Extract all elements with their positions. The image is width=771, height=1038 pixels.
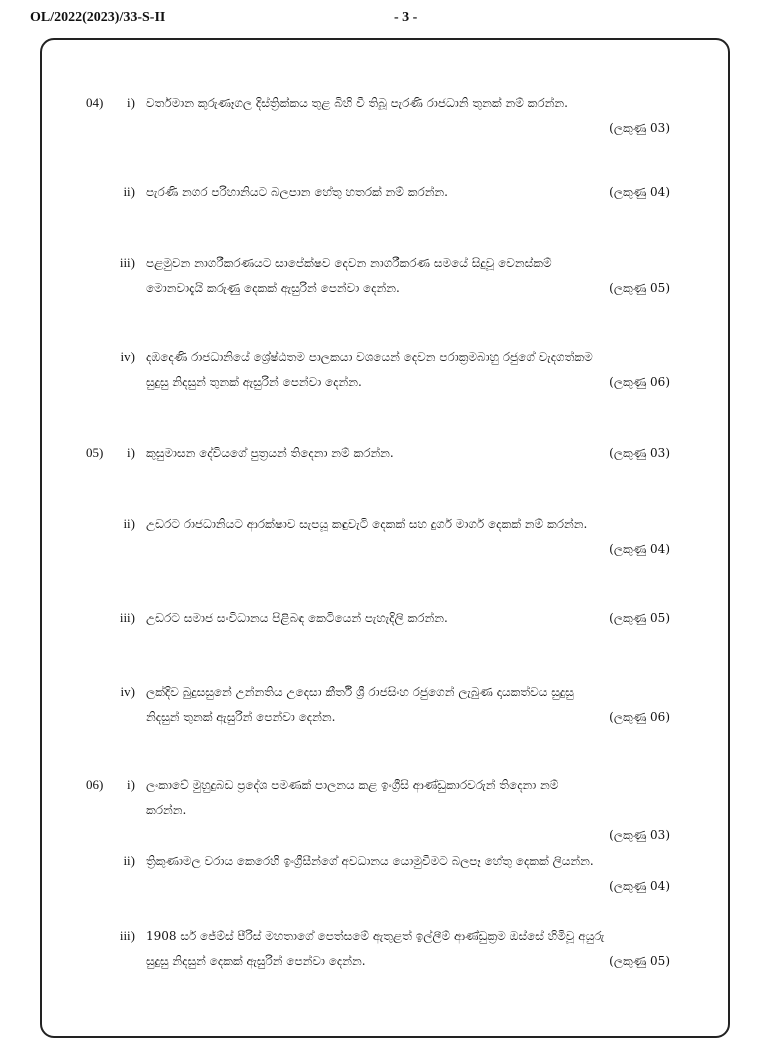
question-text: වර්තමාන කුරුණෑගල දිස්ත්‍රික්කය තුළ බිහි වී තිබූ පැරණි රාජධානි තුනක් නම් කරන්න. xyxy=(146,96,568,110)
marks-label: (ලකුණු 03) xyxy=(609,828,670,842)
sub-question-number: i) xyxy=(127,445,135,460)
sub-question-number: iv) xyxy=(120,349,135,364)
question-text: උඩරට රාජධානියට ආරක්ෂාව සැපයූ කඳුවැටි දෙකක් සහ දුර්ග මාර්ග දෙකක් නම් කරන්න. xyxy=(146,517,588,531)
page-header xyxy=(30,10,750,32)
sub-question-number: i) xyxy=(127,95,135,110)
question-text: ලක්දිව බුදුසසුනේ උන්නතිය උදෙසා කීර්ති ශ්‍රී රාජසිංහ රජුගෙන් ලැබුණ දායකත්වය සුදුසු xyxy=(146,685,574,699)
question-text: දඹදෙණි රාජධානියේ ශ්‍රේෂ්ඨතම පාලකයා වශයෙන් දෙවන පරාක්‍රමබාහු රජුගේ වැදගත්කම xyxy=(146,350,593,364)
sub-question-number: ii) xyxy=(123,184,135,199)
page-number: - 3 - xyxy=(394,10,418,25)
sub-question-number: iii) xyxy=(119,928,135,943)
question-text: නිදසුන් තුනක් ඇසුරින් පෙන්වා දෙන්න. xyxy=(146,710,336,724)
sub-question-number: iv) xyxy=(120,684,135,699)
question-text: 1908 සර් ජේම්ස් පීරිස් මහතාගේ පෙත්සමේ ඇතුළත් ඉල්ලීම් ආණ්ඩුක්‍රම ඔස්සේ හිමිවූ අයුරු xyxy=(146,929,605,943)
question-text: උඩරට සමාජ සංවිධානය පිළිබඳ කෙටියෙන් පැහැදිලි කරන්න. xyxy=(146,611,448,625)
marks-label: (ලකුණු 04) xyxy=(609,879,670,893)
marks-label: (ලකුණු 03) xyxy=(609,446,670,460)
question-text: සුදුසු නිදසුන් තුනක් ඇසුරින් පෙන්වා දෙන්න. xyxy=(146,375,362,389)
marks-label: (ලකුණු 04) xyxy=(609,542,670,556)
question-number: 05) xyxy=(86,445,104,460)
question-text: ත්‍රිකුණාමල වරාය කෙරෙහි ඉංග්‍රීසීන්ගේ අවධානය යොමුවීමට බලපෑ හේතු දෙකක් ලියන්න. xyxy=(146,854,594,868)
marks-label: (ලකුණු 05) xyxy=(609,611,670,625)
sub-question-number: i) xyxy=(127,777,135,792)
marks-label: (ලකුණු 05) xyxy=(609,281,670,295)
marks-label: (ලකුණු 03) xyxy=(609,121,670,135)
marks-label: (ලකුණු 05) xyxy=(609,954,670,968)
paper-code: OL/2022(2023)/33-S-II xyxy=(30,10,166,25)
sub-question-number: iii) xyxy=(119,255,135,270)
marks-label: (ලකුණු 06) xyxy=(609,710,670,724)
marks-label: (ලකුණු 04) xyxy=(609,185,670,199)
question-text: කුසුමාසන දේවියගේ පුත්‍රයන් තිදෙනා නම් කරන්න. xyxy=(146,446,394,460)
question-text: කරන්න. xyxy=(146,803,187,817)
sub-question-number: ii) xyxy=(123,516,135,531)
question-text: පළමුවන නාගරීකරණයට සාපේක්ෂව දෙවන නාගරීකරණ සමයේ සිදුවූ වෙනස්කම් xyxy=(146,256,552,270)
question-number: 04) xyxy=(86,95,104,110)
question-text: පැරණි නගර පරිහානියට බලපාන හේතු හතරක් නම් කරන්න. xyxy=(146,185,448,199)
sub-question-number: iii) xyxy=(119,610,135,625)
marks-label: (ලකුණු 06) xyxy=(609,375,670,389)
question-text: සුදුසු නිදසුන් දෙකක් ඇසුරින් පෙන්වා දෙන්න. xyxy=(146,954,366,968)
question-number: 06) xyxy=(86,777,104,792)
question-text: ලංකාවේ මුහුදුබඩ ප්‍රදේශ පමණක් පාලනය කළ ඉංග්‍රීසි ආණ්ඩුකාරවරුන් තිදෙනා නම් xyxy=(146,778,559,792)
sub-question-number: ii) xyxy=(123,853,135,868)
question-text: මොනවාදැයි කරුණු දෙකක් ඇසුරින් පෙන්වා දෙන්න. xyxy=(146,281,400,295)
